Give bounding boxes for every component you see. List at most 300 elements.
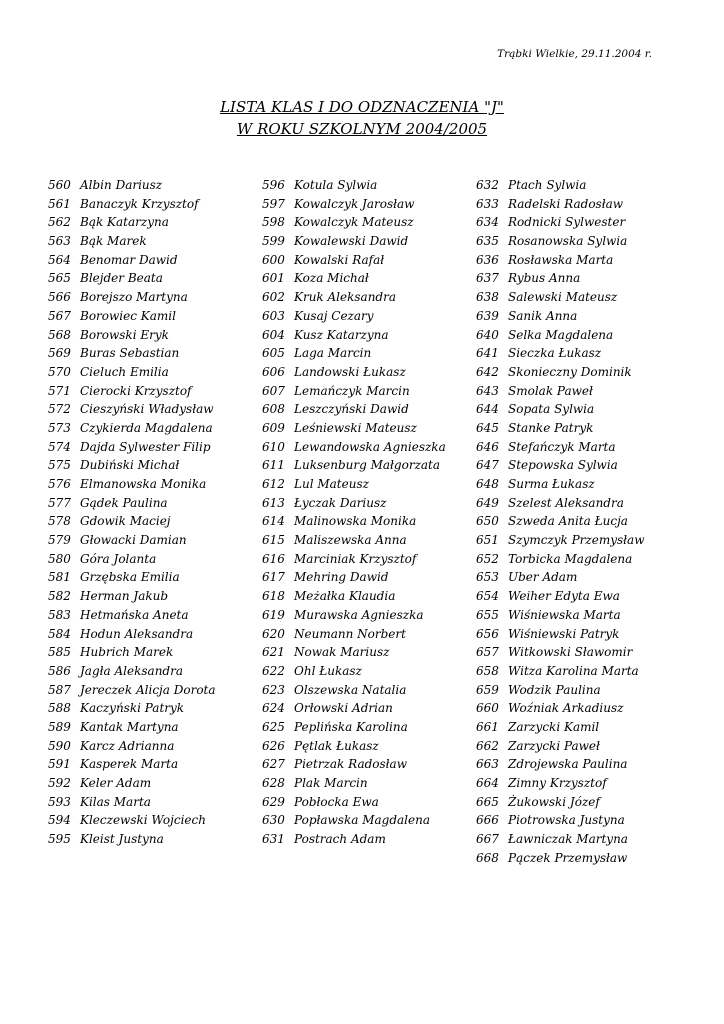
list-item — [476, 643, 686, 662]
list-item — [48, 475, 258, 494]
list-item — [262, 438, 472, 457]
list-item — [48, 307, 258, 326]
student-number: 647 — [476, 458, 499, 473]
list-item — [476, 195, 686, 214]
list-item — [476, 438, 686, 457]
student-list-column-3 — [476, 176, 686, 867]
list-item — [48, 662, 258, 681]
student-name: Cierocki Krzysztof — [80, 383, 192, 398]
student-name: Kruk Aleksandra — [294, 290, 397, 305]
student-name: Sopata Sylwia — [508, 402, 595, 417]
student-number: 601 — [262, 271, 285, 286]
student-number: 646 — [476, 439, 499, 454]
list-item — [262, 606, 472, 625]
student-name: Piotrowska Justyna — [508, 813, 625, 828]
student-number: 660 — [476, 701, 499, 716]
list-item — [262, 269, 472, 288]
list-item — [262, 213, 472, 232]
student-number: 578 — [48, 514, 71, 529]
student-number: 599 — [262, 234, 285, 249]
student-name: Banaczyk Krzysztof — [80, 196, 199, 211]
student-number: 579 — [48, 533, 71, 548]
student-name: Skonieczny Dominik — [508, 364, 632, 379]
list-item — [476, 830, 686, 849]
list-item — [48, 494, 258, 513]
student-name: Salewski Mateusz — [508, 290, 618, 305]
list-item — [48, 419, 258, 438]
list-item — [262, 382, 472, 401]
student-name: Stanke Patryk — [508, 420, 594, 435]
student-number: 637 — [476, 271, 499, 286]
list-item — [262, 737, 472, 756]
student-number: 613 — [262, 495, 285, 510]
student-name: Borowski Eryk — [80, 327, 169, 342]
student-name: Hubrich Marek — [80, 645, 174, 660]
list-item — [476, 456, 686, 475]
student-name: Mehring Dawid — [294, 570, 389, 585]
student-name: Blejder Beata — [80, 271, 163, 286]
list-item — [48, 568, 258, 587]
list-item — [48, 363, 258, 382]
student-number: 562 — [48, 215, 71, 230]
list-item — [476, 774, 686, 793]
student-name: Landowski Łukasz — [294, 364, 406, 379]
student-number: 571 — [48, 383, 71, 398]
student-number: 665 — [476, 794, 499, 809]
student-number: 580 — [48, 551, 71, 566]
list-item — [262, 363, 472, 382]
list-item — [262, 326, 472, 345]
student-number: 658 — [476, 663, 499, 678]
list-item — [262, 587, 472, 606]
student-name: Lul Mateusz — [294, 477, 369, 491]
student-number: 602 — [262, 290, 285, 305]
student-name: Kusaj Cezary — [294, 308, 374, 323]
student-number: 620 — [262, 626, 285, 641]
student-name: Kowalczyk Jarosław — [294, 196, 415, 211]
student-number: 608 — [262, 402, 285, 417]
student-number: 641 — [476, 346, 499, 361]
list-item — [262, 531, 472, 550]
student-number: 614 — [262, 514, 285, 529]
student-number: 636 — [476, 252, 499, 267]
student-name: Torbicka Magdalena — [508, 551, 633, 566]
student-number: 667 — [476, 832, 499, 847]
student-name: Pączek Przemysław — [508, 850, 628, 865]
place-date: Trąbki Wielkie, 29.11.2004 r. — [497, 48, 652, 60]
student-number: 569 — [48, 346, 71, 361]
student-number: 618 — [262, 589, 285, 604]
student-name: Szelest Aleksandra — [508, 495, 624, 510]
student-name: Kantak Martyna — [80, 719, 179, 734]
list-item — [476, 288, 686, 307]
title-line-2: W ROKU SZKOLNYM 2004/2005 — [236, 120, 488, 138]
student-name: Cieszyński Władysław — [80, 402, 214, 417]
student-number: 566 — [48, 290, 71, 305]
student-name: Szymczyk Przemysław — [508, 533, 645, 548]
student-number: 663 — [476, 757, 499, 772]
list-item — [476, 382, 686, 401]
student-name: Gądek Paulina — [80, 495, 168, 510]
student-name: Ławniczak Martyna — [508, 832, 628, 847]
student-name: Buras Sebastian — [80, 346, 180, 361]
student-name: Postrach Adam — [294, 832, 386, 847]
student-name: Witza Karolina Marta — [508, 663, 639, 678]
student-name: Leszczyński Dawid — [294, 402, 409, 417]
student-number: 575 — [48, 458, 71, 473]
student-number: 661 — [476, 719, 499, 734]
student-number: 631 — [262, 832, 285, 847]
list-item — [476, 494, 686, 513]
list-item — [476, 568, 686, 587]
list-item — [476, 400, 686, 419]
student-name: Grzębska Emilia — [80, 570, 180, 585]
student-number: 604 — [262, 327, 285, 342]
student-name: Hodun Aleksandra — [80, 626, 194, 641]
student-number: 640 — [476, 327, 499, 342]
list-item — [48, 755, 258, 774]
student-number: 574 — [48, 439, 71, 454]
student-name: Kleist Justyna — [80, 832, 164, 847]
student-list-column-1 — [48, 176, 258, 849]
list-item — [262, 774, 472, 793]
student-name: Łyczak Dariusz — [294, 495, 387, 510]
student-name: Zarzycki Paweł — [508, 738, 600, 753]
student-name: Czykierda Magdalena — [80, 420, 213, 435]
list-item — [262, 344, 472, 363]
student-name: Albin Dariusz — [80, 178, 163, 192]
student-number: 635 — [476, 234, 499, 249]
list-item — [262, 718, 472, 737]
student-name: Plak Marcin — [294, 776, 368, 790]
student-name: Popławska Magdalena — [294, 813, 430, 828]
list-item — [476, 606, 686, 625]
student-number: 592 — [48, 776, 71, 790]
student-name: Borowiec Kamil — [80, 308, 176, 323]
student-number: 563 — [48, 234, 71, 249]
student-name: Meżałka Klaudia — [294, 589, 396, 604]
student-name: Dubiński Michał — [80, 458, 180, 473]
list-item — [476, 176, 686, 195]
student-name: Cieluch Emilia — [80, 364, 169, 379]
student-number: 655 — [476, 607, 499, 622]
student-number: 581 — [48, 570, 71, 585]
list-item — [476, 793, 686, 812]
student-name: Keler Adam — [80, 776, 152, 790]
list-item — [262, 251, 472, 270]
student-number: 656 — [476, 626, 499, 641]
student-name: Murawska Agnieszka — [294, 607, 424, 622]
list-item — [262, 755, 472, 774]
list-item — [262, 456, 472, 475]
list-item — [262, 494, 472, 513]
student-number: 561 — [48, 196, 71, 211]
student-number: 617 — [262, 570, 285, 585]
student-number: 624 — [262, 701, 285, 716]
student-number: 597 — [262, 196, 285, 211]
student-number: 649 — [476, 495, 499, 510]
student-number: 664 — [476, 776, 499, 790]
student-number: 662 — [476, 738, 499, 753]
list-item — [476, 811, 686, 830]
list-item — [476, 344, 686, 363]
list-item — [476, 213, 686, 232]
student-name: Zimny Krzysztof — [508, 776, 607, 790]
student-name: Herman Jakub — [80, 589, 169, 604]
list-item — [48, 681, 258, 700]
student-number: 630 — [262, 813, 285, 828]
student-name: Radelski Radosław — [508, 196, 624, 211]
list-item — [48, 213, 258, 232]
student-name: Głowacki Damian — [80, 533, 187, 548]
student-name: Kasperek Marta — [80, 757, 179, 772]
student-number: 651 — [476, 533, 499, 548]
student-number: 639 — [476, 308, 499, 323]
student-number: 642 — [476, 364, 499, 379]
student-name: Luksenburg Małgorzata — [294, 458, 441, 473]
list-item — [48, 699, 258, 718]
list-item — [476, 681, 686, 700]
student-name: Kowalski Rafał — [294, 252, 385, 267]
student-name: Pobłocka Ewa — [294, 794, 379, 809]
student-name: Kotula Sylwia — [294, 178, 378, 192]
student-number: 610 — [262, 439, 285, 454]
list-item — [48, 512, 258, 531]
student-name: Zdrojewska Paulina — [508, 757, 628, 772]
student-number: 584 — [48, 626, 71, 641]
student-number: 652 — [476, 551, 499, 566]
student-number: 643 — [476, 383, 499, 398]
list-item — [476, 699, 686, 718]
list-item — [262, 419, 472, 438]
student-number: 588 — [48, 701, 71, 716]
student-number: 638 — [476, 290, 499, 305]
list-item — [476, 718, 686, 737]
student-number: 634 — [476, 215, 499, 230]
student-number: 616 — [262, 551, 285, 566]
student-number: 586 — [48, 663, 71, 678]
student-number: 612 — [262, 477, 285, 491]
student-name: Stefańczyk Marta — [508, 439, 616, 454]
student-number: 611 — [262, 458, 285, 473]
list-item — [48, 438, 258, 457]
list-item — [262, 550, 472, 569]
student-name: Jagła Aleksandra — [80, 663, 183, 678]
student-number: 615 — [262, 533, 285, 548]
list-item — [262, 830, 472, 849]
student-name: Stepowska Sylwia — [508, 458, 618, 473]
student-name: Hetmańska Aneta — [80, 607, 189, 622]
student-name: Zarzycki Kamil — [508, 719, 600, 734]
student-name: Leśniewski Mateusz — [294, 420, 417, 435]
student-name: Wiśniewski Patryk — [508, 626, 620, 641]
student-number: 609 — [262, 420, 285, 435]
student-name: Laga Marcin — [294, 346, 372, 361]
student-number: 590 — [48, 738, 71, 753]
list-item — [476, 475, 686, 494]
student-name: Selka Magdalena — [508, 327, 614, 342]
list-item — [476, 755, 686, 774]
student-number: 625 — [262, 719, 285, 734]
student-name: Sieczka Łukasz — [508, 346, 602, 361]
student-name: Jereczek Alicja Dorota — [80, 682, 216, 697]
student-number: 576 — [48, 477, 71, 491]
student-name: Rosławska Marta — [508, 252, 614, 267]
list-item — [476, 550, 686, 569]
student-number: 653 — [476, 570, 499, 585]
student-name: Neumann Norbert — [294, 626, 406, 641]
student-number: 573 — [48, 420, 71, 435]
list-item — [48, 811, 258, 830]
list-item — [476, 737, 686, 756]
student-name: Sanik Anna — [508, 308, 578, 323]
list-item — [48, 326, 258, 345]
student-name: Rodnicki Sylwester — [508, 215, 626, 230]
student-number: 600 — [262, 252, 285, 267]
student-name: Kaczyński Patryk — [80, 701, 185, 716]
list-item — [48, 606, 258, 625]
list-item — [262, 307, 472, 326]
student-number: 595 — [48, 832, 71, 847]
list-item — [476, 587, 686, 606]
student-name: Bąk Katarzyna — [80, 215, 169, 230]
student-name: Surma Łukasz — [508, 477, 595, 491]
student-number: 570 — [48, 364, 71, 379]
list-item — [262, 568, 472, 587]
list-item — [476, 232, 686, 251]
student-name: Ohl Łukasz — [294, 663, 362, 678]
list-item — [48, 288, 258, 307]
student-name: Żukowski Józef — [508, 794, 600, 809]
student-number: 587 — [48, 682, 71, 697]
student-name: Rybus Anna — [508, 271, 581, 286]
list-item — [48, 251, 258, 270]
student-name: Kowalczyk Mateusz — [294, 215, 414, 230]
student-name: Nowak Mariusz — [294, 645, 390, 660]
list-item — [262, 699, 472, 718]
student-name: Lemańczyk Marcin — [294, 383, 410, 398]
student-name: Rosanowska Sylwia — [508, 234, 628, 249]
list-item — [48, 456, 258, 475]
student-number: 657 — [476, 645, 499, 660]
list-item — [262, 288, 472, 307]
student-name: Peplińska Karolina — [294, 719, 408, 734]
title-line-1: LISTA KLAS I DO ODZNACZENIA "J" — [220, 98, 504, 116]
student-name: Woźniak Arkadiusz — [508, 701, 624, 716]
list-item — [48, 587, 258, 606]
list-item — [262, 625, 472, 644]
student-number: 583 — [48, 607, 71, 622]
list-item — [48, 232, 258, 251]
student-number: 593 — [48, 794, 71, 809]
list-item — [48, 550, 258, 569]
list-item — [476, 251, 686, 270]
student-number: 622 — [262, 663, 285, 678]
student-name: Dajda Sylwester Filip — [80, 439, 211, 454]
student-name: Gdowik Maciej — [80, 514, 171, 529]
student-number: 596 — [262, 178, 285, 192]
list-item — [48, 774, 258, 793]
list-item — [48, 344, 258, 363]
list-item — [262, 400, 472, 419]
student-list-column-2 — [262, 176, 472, 849]
student-number: 589 — [48, 719, 71, 734]
student-number: 585 — [48, 645, 71, 660]
student-name: Uber Adam — [508, 570, 578, 585]
student-name: Wiśniewska Marta — [508, 607, 621, 622]
student-name: Lewandowska Agnieszka — [294, 439, 446, 454]
student-name: Malinowska Monika — [294, 514, 417, 529]
list-item — [476, 625, 686, 644]
list-item — [476, 849, 686, 868]
student-number: 572 — [48, 402, 71, 417]
list-item — [48, 830, 258, 849]
student-name: Pietrzak Radosław — [294, 757, 407, 772]
list-item — [476, 363, 686, 382]
student-number: 623 — [262, 682, 285, 697]
student-number: 628 — [262, 776, 285, 790]
student-number: 605 — [262, 346, 285, 361]
student-number: 594 — [48, 813, 71, 828]
student-name: Marciniak Krzysztof — [294, 551, 417, 566]
student-number: 648 — [476, 477, 499, 491]
student-name: Kowalewski Dawid — [294, 234, 409, 249]
student-number: 633 — [476, 196, 499, 211]
student-number: 565 — [48, 271, 71, 286]
student-number: 666 — [476, 813, 499, 828]
student-number: 654 — [476, 589, 499, 604]
student-number: 564 — [48, 252, 71, 267]
list-item — [262, 232, 472, 251]
list-item — [262, 176, 472, 195]
list-item — [48, 531, 258, 550]
student-name: Kusz Katarzyna — [294, 327, 389, 342]
list-item — [48, 400, 258, 419]
list-item — [476, 307, 686, 326]
student-number: 606 — [262, 364, 285, 379]
student-number: 626 — [262, 738, 285, 753]
student-name: Orłowski Adrian — [294, 701, 393, 716]
student-name: Benomar Dawid — [80, 252, 178, 267]
student-number: 619 — [262, 607, 285, 622]
student-number: 650 — [476, 514, 499, 529]
student-name: Borejszo Martyna — [80, 290, 188, 305]
student-number: 607 — [262, 383, 285, 398]
list-item — [48, 718, 258, 737]
student-number: 621 — [262, 645, 285, 660]
list-item — [476, 662, 686, 681]
student-number: 560 — [48, 178, 71, 192]
student-name: Elmanowska Monika — [80, 477, 207, 491]
list-item — [262, 643, 472, 662]
list-item — [476, 531, 686, 550]
student-name: Maliszewska Anna — [294, 533, 407, 548]
list-item — [48, 793, 258, 812]
student-name: Koza Michał — [294, 271, 369, 286]
student-number: 668 — [476, 850, 499, 865]
list-item — [48, 625, 258, 644]
list-item — [48, 176, 258, 195]
student-number: 568 — [48, 327, 71, 342]
list-item — [48, 382, 258, 401]
list-item — [262, 475, 472, 494]
list-item — [48, 195, 258, 214]
student-name: Kilas Marta — [80, 794, 151, 809]
list-item — [262, 811, 472, 830]
list-item — [262, 195, 472, 214]
student-number: 659 — [476, 682, 499, 697]
list-item — [262, 512, 472, 531]
